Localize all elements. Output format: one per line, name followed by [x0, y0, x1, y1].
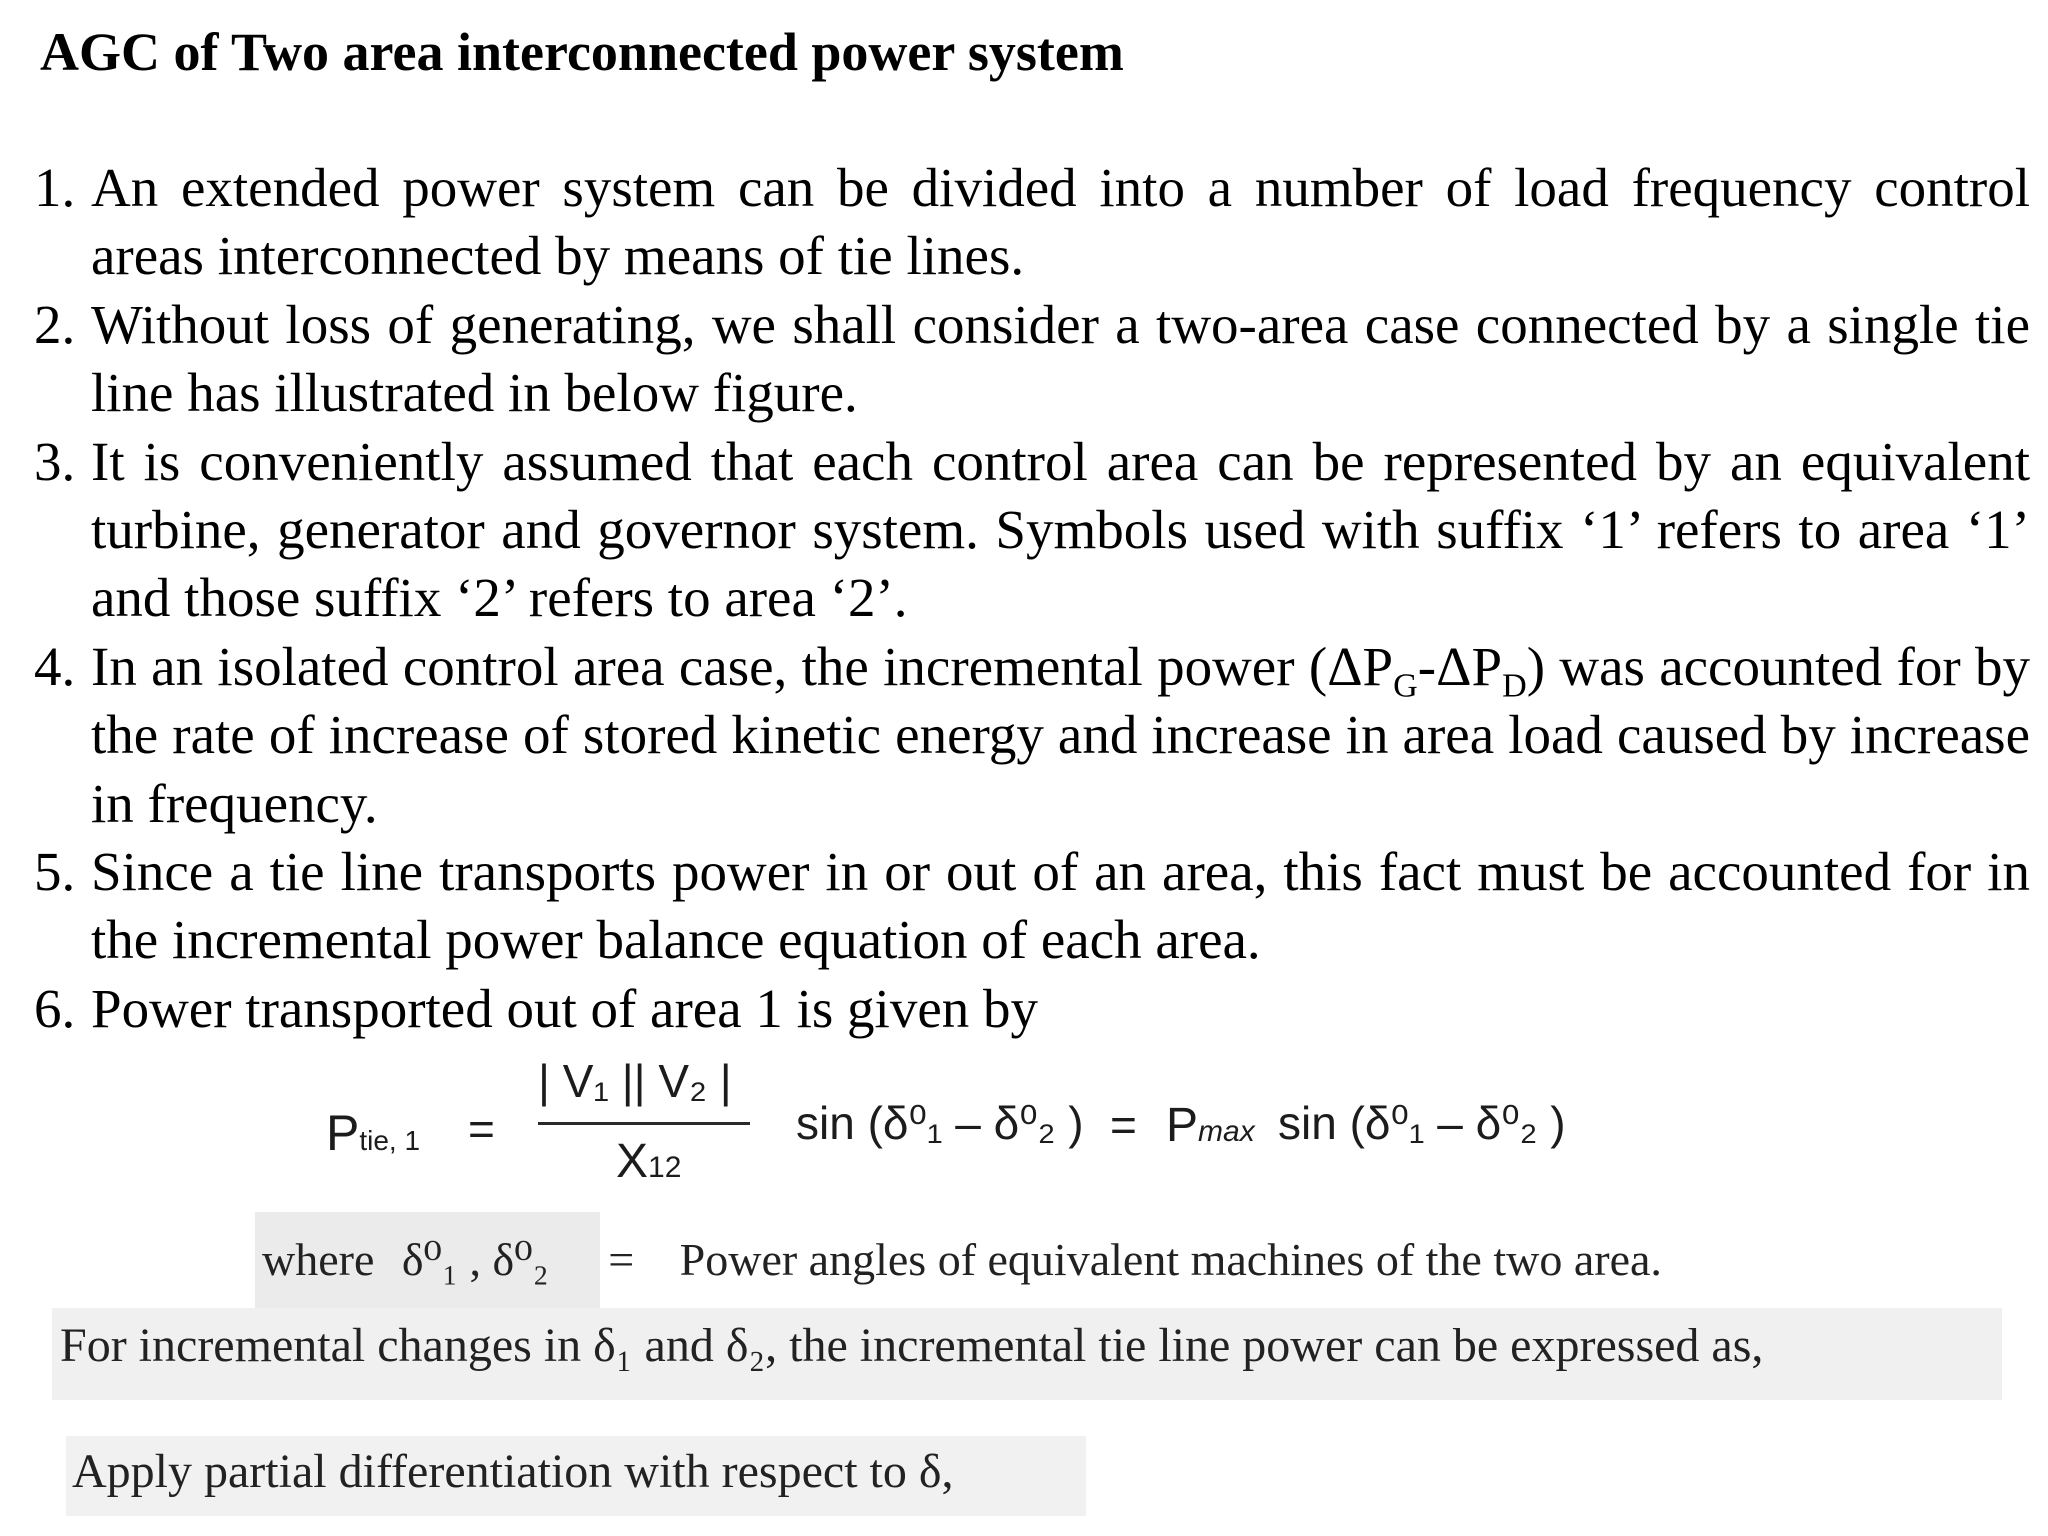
where-definition: [262, 1232, 1662, 1286]
list-text: It is conveniently assumed that each control area can be represented by an equivalent turbine, generator and governor system. Symbols used with suffix ‘1’ refers to area ‘1’ and those suffix ‘2’ refers to area ‘2’.: [91, 430, 2030, 629]
partial-note-strip: [66, 1436, 1086, 1516]
list-text: Without loss of generating, we shall consider a two-area case connected by a single tie line has illustrated in below figure.: [91, 293, 2030, 424]
list-number: 1.: [34, 157, 76, 218]
point-list: [34, 154, 2030, 1043]
pmax-term: [1166, 1098, 1255, 1153]
text-fragment: In an isolated control area case, the incremental power (ΔP: [91, 635, 1394, 697]
where-equals: =: [608, 1234, 635, 1285]
list-text: Power transported out of area 1 is given by: [91, 977, 1038, 1039]
list-item-2: [34, 291, 2030, 428]
page-title: AGC of Two area interconnected power system: [40, 22, 1124, 82]
list-item-5: [34, 838, 2030, 975]
list-item-4: [34, 633, 2030, 838]
lhs-subscript: tie, 1: [359, 1125, 421, 1156]
tie-line-power-equation: [320, 1055, 1600, 1216]
pmax-subscript: max: [1198, 1115, 1255, 1148]
equals-sign: =: [1110, 1099, 1137, 1151]
sine-term: sin (δ⁰₁ – δ⁰₂ ): [796, 1097, 1084, 1149]
text-fragment: -ΔP: [1417, 635, 1503, 697]
lhs-symbol: P: [326, 1105, 360, 1161]
list-text: An extended power system can be divided into a number of load frequency control areas interconnected by means of tie lines.: [91, 157, 2030, 287]
denominator-symbol: X: [616, 1135, 649, 1188]
incremental-note-strip: [52, 1308, 2002, 1400]
fraction-bar: [538, 1122, 750, 1125]
pmax-symbol: P: [1166, 1099, 1199, 1152]
equals-sign: =: [468, 1103, 495, 1155]
incremental-note: For incremental changes in δ₁ and δ₂, the incremental tie line power can be expressed as,: [60, 1319, 1764, 1372]
list-number: 2.: [34, 293, 76, 355]
list-text: Since a tie line transports power in or out of an area, this fact must be accounted for in the incremental power balance equation of each area.: [91, 841, 2030, 971]
list-number: 6.: [34, 977, 76, 1039]
where-label: where: [262, 1234, 375, 1285]
list-item-3: [34, 428, 2030, 633]
where-meaning: Power angles of equivalent machines of the two area.: [679, 1234, 1662, 1285]
sine-term: sin (δ⁰₁ – δ⁰₂ ): [1278, 1097, 1566, 1149]
list-item-6: [34, 975, 2030, 1043]
equation-lhs: [326, 1104, 420, 1162]
list-text: [91, 633, 2030, 838]
fraction-numerator: | V₁ || V₂ |: [538, 1055, 732, 1107]
list-number: 5.: [34, 841, 76, 903]
partial-note: Apply partial differentiation with respect to δ,: [72, 1445, 954, 1498]
subscript-g: G: [1393, 667, 1418, 705]
list-item-1: [34, 154, 2030, 291]
list-number: 3.: [34, 430, 76, 492]
text-fragment: ) was accounted for by the rate of increase of stored kinetic energy and increase in area load caused by increase in frequency.: [91, 635, 2030, 834]
where-symbols: δ⁰₁ , δ⁰₂: [401, 1234, 549, 1285]
list-number: 4.: [34, 635, 76, 697]
fraction-denominator: [616, 1134, 681, 1189]
subscript-d: D: [1502, 667, 1527, 705]
denominator-subscript: 12: [648, 1151, 682, 1184]
